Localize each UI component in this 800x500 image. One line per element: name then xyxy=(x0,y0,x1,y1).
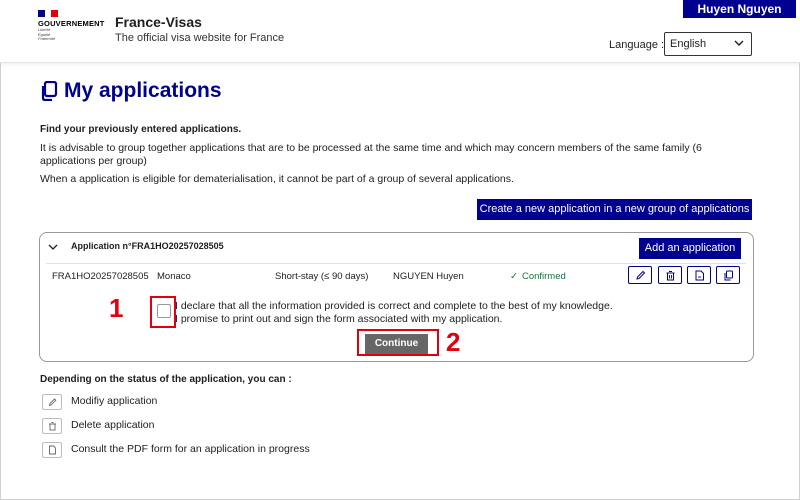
trash-icon xyxy=(665,270,676,281)
application-destination: Monaco xyxy=(157,271,191,282)
site-subtitle: The official visa website for France xyxy=(115,32,285,44)
motto-line: Liberté xyxy=(38,27,51,32)
chevron-down-icon[interactable] xyxy=(48,242,58,252)
site-header xyxy=(0,0,800,63)
flag-icon xyxy=(38,10,58,17)
status-label: Confirmed xyxy=(521,271,566,282)
trash-icon xyxy=(42,418,62,434)
copy-icon xyxy=(723,270,734,281)
copy-icon xyxy=(40,81,58,101)
duplicate-button[interactable] xyxy=(716,266,740,284)
motto-line: Fraternité xyxy=(38,36,56,41)
government-logo[interactable] xyxy=(38,10,110,50)
page-title: My applications xyxy=(64,79,222,102)
application-group-header[interactable]: Application n°FRA1HO20257028505 xyxy=(71,241,224,251)
application-number: FRA1HO20257028505 xyxy=(52,271,149,282)
legend-item-label: Delete application xyxy=(71,419,155,431)
pdf-button[interactable] xyxy=(687,266,711,284)
pdf-icon xyxy=(42,442,62,458)
applicant-name: NGUYEN Huyen xyxy=(393,271,464,282)
continue-button[interactable]: Continue xyxy=(365,334,428,354)
declaration-text: I promise to print out and sign the form associated with my application. xyxy=(175,313,503,325)
site-title[interactable]: France-Visas xyxy=(115,14,202,30)
pdf-icon xyxy=(694,270,705,281)
chevron-down-icon xyxy=(733,37,745,49)
pencil-icon xyxy=(42,394,62,410)
intro-paragraph: It is advisable to group together applications that are to be processed at the same time and which may concern members of the same family (6 applications per group) xyxy=(40,142,702,167)
row-divider xyxy=(46,263,746,264)
language-label: Language : xyxy=(609,39,665,51)
pencil-icon xyxy=(635,270,646,281)
annotation-box-checkbox xyxy=(150,296,176,328)
annotation-step-1: 1 xyxy=(109,293,124,323)
edit-button[interactable] xyxy=(628,266,652,284)
language-select[interactable] xyxy=(664,32,752,56)
delete-button[interactable] xyxy=(658,266,682,284)
status-badge xyxy=(510,271,566,282)
add-application-button[interactable]: Add an application xyxy=(639,238,741,259)
declaration-text: I declare that all the information provided is correct and complete to the best of my knowledge. xyxy=(175,300,613,312)
legend-item-label: Consult the PDF form for an application in progress xyxy=(71,443,310,455)
government-name: GOUVERNEMENT xyxy=(38,19,105,28)
intro-paragraph: When a application is eligible for dematerialisation, it cannot be part of a group of several applications. xyxy=(40,173,514,185)
annotation-step-2: 2 xyxy=(446,327,461,357)
annotation-box-continue xyxy=(357,329,439,356)
legend-item-label: Modifiy application xyxy=(71,395,158,407)
legend-title: Depending on the status of the application, you can : xyxy=(40,374,292,385)
intro-heading: Find your previously entered applications. xyxy=(40,124,242,135)
check-icon: ✓ xyxy=(510,271,518,282)
application-type: Short-stay (≤ 90 days) xyxy=(275,271,369,282)
create-group-button[interactable]: Create a new application in a new group of applications xyxy=(477,199,752,220)
language-value: English xyxy=(670,38,707,50)
user-menu-button[interactable]: Huyen Nguyen xyxy=(683,0,796,18)
motto-line: Égalité xyxy=(38,31,51,37)
